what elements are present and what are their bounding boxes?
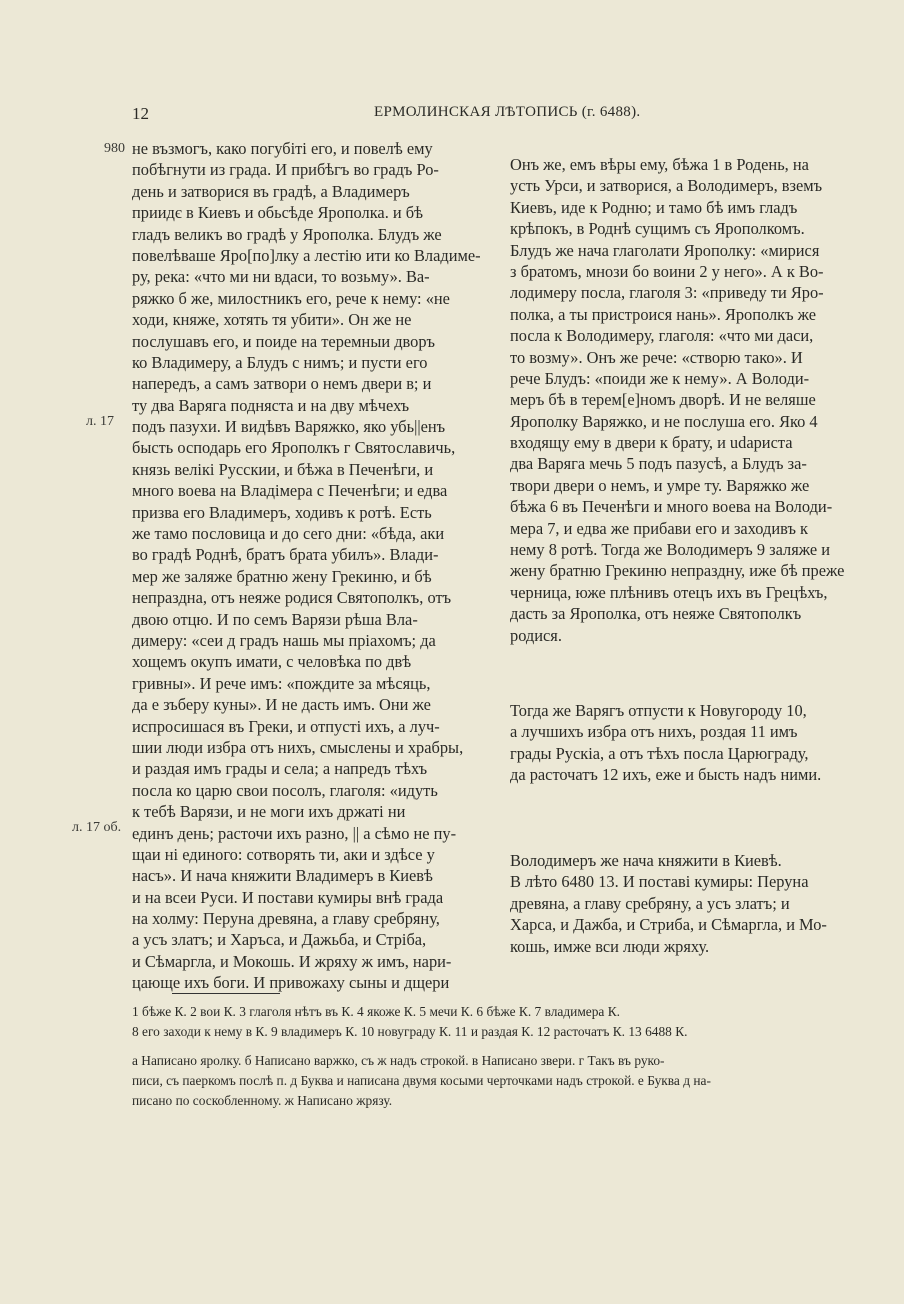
text-line: родися. [510, 625, 562, 645]
text-line: приидє в Киевъ и обьсѣде Ярополка. и бѣ [132, 203, 424, 223]
text-line: к тебѣ Варязи, и не моги ихъ држаті ни [132, 802, 406, 822]
text-line: повелѣваше Яро[по]лку а лестію ити ко Владиме- [132, 245, 481, 265]
text-line: входящу ему в двери к брату, и udариста [510, 433, 793, 453]
margin-year: 980 [104, 141, 125, 156]
footnote-line: писи, съ паеркомъ послѣ п. д Буква и написана двумя косыми черточками надъ строкой. е Буква д на- [132, 1073, 711, 1088]
text-line: день и затворися въ градѣ, а Владимеръ [132, 181, 410, 201]
text-line: цающе ихъ боги. И привожаху сыны и дщери [132, 973, 450, 993]
text-line: шии люди избра отъ нихъ, смыслены и храбры, [132, 737, 464, 757]
text-line: ко Владимеру, а Блудъ с нимъ; и пусти его [132, 352, 428, 372]
text-line: да расточатъ 12 ихъ, еже и бысть надъ ними. [510, 765, 822, 785]
text-line: Ярополку Варяжко, и не послуша его. Яко 4 [510, 411, 818, 431]
text-line: призва его Владимеръ, ходивъ к ротѣ. Есть [132, 502, 432, 522]
text-line: насъ». И нача княжити Владимеръ в Киевѣ [132, 866, 433, 886]
left-column-text [132, 138, 482, 994]
text-line: Тогда же Варягъ отпусти к Новугороду 10, [510, 701, 807, 720]
margin-folio-17-verso: л. 17 об. [72, 820, 122, 835]
text-line: на холму: Перуна древяна, а главу сребряну, [132, 909, 440, 929]
footnote-divider [172, 993, 280, 994]
text-line: напередъ, а самъ затвори о немъ двери в; и [132, 374, 432, 394]
text-line: щаи ні единого: сотворять ти, аки и здѣсе у [132, 844, 435, 864]
text-line: В лѣто 6480 13. И поставі кумиры: Перуна [510, 872, 809, 892]
text-line: Володимеръ же нача княжити в Киевѣ. [510, 851, 782, 870]
text-line: два Варяга мечь 5 подъ пазусѣ, а Блудъ за- [510, 454, 807, 474]
text-line: грады Рускіа, а отъ тѣхъ посла Царюграду, [510, 743, 809, 763]
text-line: посла к Володимеру, глаголя: «что ми даси, [510, 326, 814, 346]
text-line: во градѣ Роднѣ, братъ брата убилъ». Влади- [132, 545, 439, 565]
text-line: меръ бѣ в терем[е]номъ дворѣ. И не веляше [510, 390, 816, 410]
text-line: единъ день; расточи ихъ разно, || а сѣмо не пу- [132, 823, 457, 843]
text-line: Онъ же, емъ вѣры ему, бѣжа 1 в Родень, на [510, 155, 809, 174]
text-line: посла ко царю свои посолъ, глаголя: «идуть [132, 780, 438, 800]
running-title: ЕРМОЛИНСКАЯ ЛѢТОПИСЬ (г. 6488). [374, 104, 641, 120]
footnote-line: 8 его заходи к нему в К. 9 владимеръ К. 10 новуграду К. 11 и раздая К. 12 расточатъ К. 13 6488 К. [132, 1024, 688, 1039]
text-line: послушавъ его, и поиде на теремныи дворъ [132, 331, 436, 351]
text-line: же тамо пословица и до сего дни: «бѣда, аки [132, 524, 445, 544]
text-line: гладъ великъ во градѣ у Ярополка. Блудъ же [132, 224, 442, 244]
text-line: твори двери о немъ, и умре ту. Варяжко же [510, 475, 810, 495]
text-line: мер же заляже братню жену Грекиню, и бѣ [132, 566, 432, 586]
numeric-footnotes [132, 1002, 844, 1042]
text-line: з братомъ, мнози бо воини 2 у него». А к Во- [510, 261, 824, 281]
text-line: древяна, а главу сребряну, а усъ златъ; и [510, 893, 790, 913]
text-line: и на всеи Руси. И постави кумиры внѣ града [132, 887, 444, 907]
text-line: гривны». И рече имъ: «пождите за мѣсяць, [132, 673, 431, 693]
text-line: испросишася въ Греки, и отпусті ихъ, а луч- [132, 716, 440, 736]
text-line: то возму». Онъ же рече: «створю тако». И [510, 347, 803, 367]
text-line: не възмогъ, како погубіті его, и повелѣ ему [132, 139, 433, 158]
text-line: жену братню Грекиню непраздну, иже бѣ преже [510, 561, 845, 581]
footnote-line: а Написано яролку. б Написано варжко, съ ж надъ строкой. в Написано звери. г Такъ въ руко- [132, 1053, 665, 1068]
footnote-line: писано по соскобленному. ж Написано жрязу. [132, 1093, 393, 1108]
page-number: 12 [132, 104, 149, 123]
text-line: а усъ златъ; и Харъса, и Дажьба, и Стріба, [132, 930, 427, 950]
text-line: да е зъберу куны». И не дасть имъ. Они же [132, 695, 431, 715]
text-line: димеру: «сеи д градъ нашь мы пріахомъ; да [132, 630, 436, 650]
text-line: ру, река: «что ми ни вдаси, то возьму». Ва- [132, 267, 430, 287]
text-line: лодимеру посла, глаголя 3: «приведу ти Яро- [510, 283, 824, 303]
text-line: двою отцю. И по семъ Варязи рѣша Вла- [132, 609, 418, 629]
right-column-text-1 [510, 154, 845, 646]
text-line: Харса, и Дажба, и Стриба, и Сѣмаргла, и Мо- [510, 915, 827, 935]
text-line: крѣпокъ, в Роднѣ сущимъ съ Ярополкомъ. [510, 219, 805, 239]
right-column-text-3 [510, 850, 840, 957]
text-line: много воева на Владімера с Печенѣги; и едва [132, 481, 448, 501]
right-column-text-2 [510, 700, 840, 786]
text-line: побѣгнути из града. И прибѣгъ во градъ Ро- [132, 160, 439, 180]
text-line: ту два Варяга подняста и на дву мѣчехъ [132, 395, 410, 415]
text-line: усть Урси, и затворися, а Володимеръ, вземъ [510, 176, 823, 196]
text-line: мера 7, и едва же прибави его и заходивъ к [510, 518, 808, 538]
text-line: кошь, имже вси люди жряху. [510, 936, 710, 956]
margin-folio-17: л. 17 [86, 414, 114, 429]
text-line: черница, юже плѣнивъ отецъ ихъ въ Грецѣхъ, [510, 582, 828, 602]
text-line: ходи, княже, хотять тя убити». Он же не [132, 310, 412, 330]
text-line: полка, а ты пристроися нань». Ярополкъ же [510, 304, 817, 324]
text-line: князь велікі Русскии, и бѣжа в Печенѣги, и [132, 459, 434, 479]
text-line: подъ пазухи. И видѣвъ Варяжко, яко убь||енъ [132, 417, 446, 437]
text-line: а лучшихъ избра отъ нихъ, роздая 11 имъ [510, 722, 798, 742]
text-line: дасть за Ярополка, отъ неяже Святополкъ [510, 604, 802, 624]
text-line: и раздая имъ грады и села; а напредъ тѣхъ [132, 759, 428, 779]
text-line: Блудъ же нача глаголати Ярополку: «мирися [510, 240, 820, 260]
text-line: ряжко б же, милостникъ его, рече к нему: «не [132, 288, 450, 308]
text-line: Киевъ, иде к Родню; и тамо бѣ имъ гладъ [510, 197, 798, 217]
text-line: и Сѣмаргла, и Мокошь. И жряху ж имъ, нари- [132, 951, 452, 971]
text-line: бѣжа 6 въ Печенѣги и много воева на Володи- [510, 497, 833, 517]
footnote-line: 1 бѣже К. 2 вои К. 3 глаголя нѣтъ въ К. 4 якоже К. 5 мечи К. 6 бѣже К. 7 владимера К. [132, 1004, 621, 1019]
text-line: непраздна, отъ неяже родися Святополкъ, отъ [132, 588, 452, 608]
text-line: рече Блудъ: «поиди же к нему». А Володи- [510, 368, 810, 388]
text-line: бысть осподарь его Ярополкъ г Святославичь, [132, 438, 456, 458]
text-line: хощемъ окупъ имати, с человѣка по двѣ [132, 652, 412, 672]
text-line: нему 8 ротѣ. Тогда же Володимеръ 9 заляже и [510, 540, 831, 560]
letter-footnotes [132, 1051, 844, 1111]
